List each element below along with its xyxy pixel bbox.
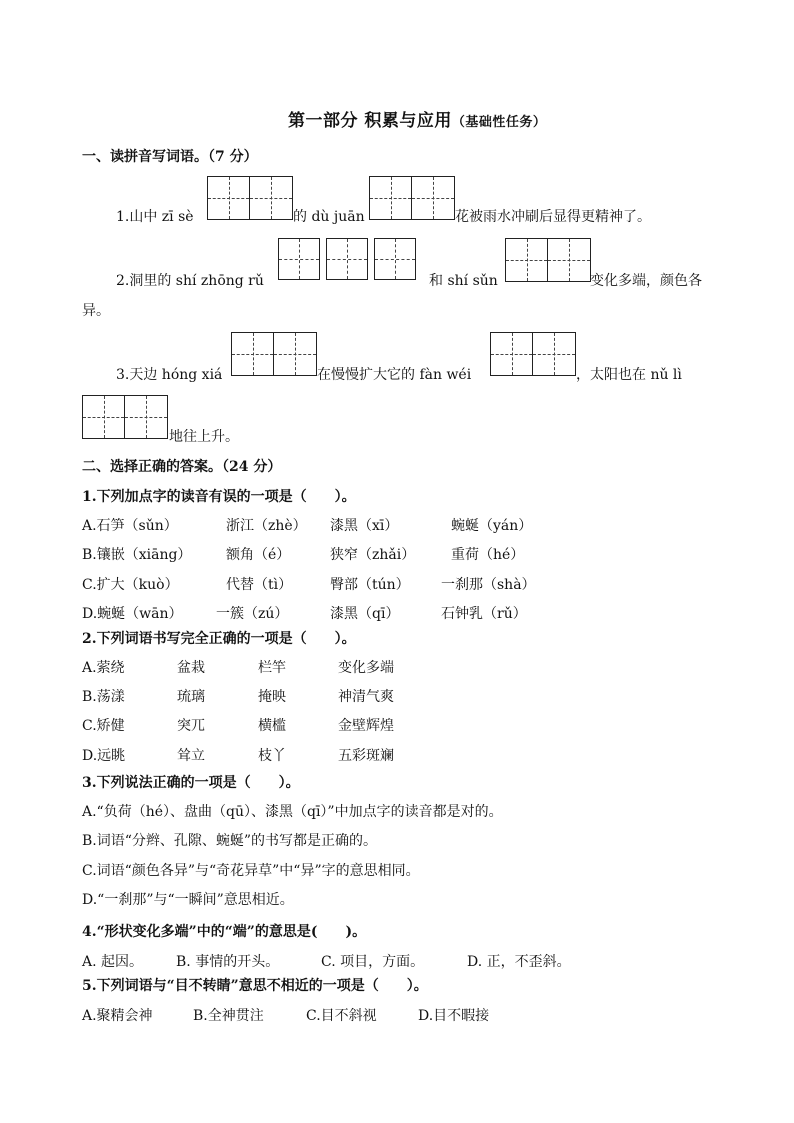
section2-heading: 二、选择正确的答案。（24 分） <box>82 459 282 475</box>
s2-q1-optC-3: 臀部（tún） <box>330 577 410 593</box>
s2-q4-optA: A. 起因。 <box>82 954 144 970</box>
s2-q1-optD-2: 一簇（zú） <box>216 606 289 622</box>
s1-q3-text-c: ，太阳也在 nǔ lì <box>576 367 682 383</box>
s2-q2-optD-3: 枝丫 <box>258 748 286 764</box>
s2-q5-optA: A.聚精会神 <box>82 1008 153 1024</box>
s2-q1-optA-3: 漆黑（xī） <box>330 518 399 534</box>
s2-q4-optB: B. 事情的开头。 <box>176 954 280 970</box>
s2-q1-optA-1: A.石笋（sǔn） <box>82 518 178 534</box>
s1-q2-text-a: 2.洞里的 shí zhōng rǔ <box>116 273 264 289</box>
s2-q1-optC-2: 代替（tì） <box>226 577 293 593</box>
s2-q2-optA-2: 盆栽 <box>177 660 205 676</box>
s2-q1-optB-1: B.镶嵌（xiāng） <box>82 547 192 563</box>
s1-q1-text-c: 花被雨水冲刷后显得更精神了。 <box>455 209 651 225</box>
s2-q2-optC-2: 突兀 <box>177 718 205 734</box>
section1-heading: 一、读拼音写词语。（7 分） <box>82 149 258 165</box>
answer-grid-zise[interactable] <box>207 176 293 220</box>
s2-q1-optA-2: 浙江（zhè） <box>226 518 307 534</box>
s2-q1-optC-4: 一刹那（shà） <box>441 577 536 593</box>
s2-q3-optA: A.“负荷（hé）、盘曲（qū）、漆黑（qī）”中加点字的读音都是对的。 <box>82 804 503 820</box>
s2-q4-optC: C. 项目，方面。 <box>321 954 425 970</box>
answer-grid-dujuan[interactable] <box>369 176 455 220</box>
s2-q1-optB-4: 重荷（hé） <box>451 547 525 563</box>
s2-q2-optC-1: C.矫健 <box>82 718 125 734</box>
s2-q2-optA-3: 栏竿 <box>258 660 286 676</box>
s2-q2-optD-4: 五彩斑斓 <box>338 748 394 764</box>
s2-q3-optC: C.词语“颜色各异”与“奇花异草”中“异”字的意思相同。 <box>82 863 420 879</box>
s2-q1-optD-4: 石钟乳（rǔ） <box>441 606 527 622</box>
s2-q5-optD: D.目不暇接 <box>418 1008 490 1024</box>
s1-q2-text-b: 和 shí sǔn <box>429 273 498 289</box>
s2-q3-optD: D.“一刹那”与“一瞬间”意思相近。 <box>82 892 294 908</box>
s2-q5-optB: B.全神贯注 <box>193 1008 264 1024</box>
page-title <box>288 106 546 131</box>
s2-q2-optA-4: 变化多端 <box>338 660 394 676</box>
s1-q2-text-c: 变化多端，颜色各 <box>590 273 702 289</box>
s2-q2-optD-2: 耸立 <box>177 748 205 764</box>
s2-q4-stem: 4.“形状变化多端”中的“端”的意思是( )。 <box>82 924 367 940</box>
s2-q1-optC-1: C.扩大（kuò） <box>82 577 179 593</box>
s2-q2-optB-2: 琉璃 <box>177 689 205 705</box>
s2-q2-optB-3: 掩映 <box>258 689 286 705</box>
s2-q2-optC-4: 金壁辉煌 <box>338 718 394 734</box>
s1-q2-text-d: 异。 <box>82 303 110 319</box>
s2-q2-optC-3: 横槛 <box>258 718 286 734</box>
s2-q5-stem: 5.下列词语与“目不转睛”意思不相近的一项是（ ）。 <box>82 978 428 994</box>
s1-q1-text-a: 1.山中 zī sè <box>116 209 194 225</box>
answer-grid-shizhongru[interactable] <box>278 238 416 280</box>
s2-q1-optB-2: 额角（é） <box>226 547 291 563</box>
s2-q5-optC: C.目不斜视 <box>306 1008 377 1024</box>
s2-q2-optD-1: D.远眺 <box>82 748 126 764</box>
s1-q3-text-b: 在慢慢扩大它的 fàn wéi <box>317 367 472 383</box>
s2-q2-stem: 2.下列词语书写完全正确的一项是（ ）。 <box>82 631 356 647</box>
s1-q3-text-a: 3.天边 hóng xiá <box>116 367 223 383</box>
s2-q1-optD-1: D.蜿蜒（wān） <box>82 606 183 622</box>
s2-q2-optB-1: B.荡漾 <box>82 689 125 705</box>
s1-q1-text-b: 的 dù juān <box>293 209 365 225</box>
page-title-sub: （基础性任务） <box>451 115 547 130</box>
s2-q3-optB: B.词语“分辫、孔隙、蜿蜒”的书写都是正确的。 <box>82 833 378 849</box>
s2-q4-optD: D. 正，不歪斜。 <box>467 954 571 970</box>
s2-q1-optA-4: 蜿蜒（yán） <box>451 518 533 534</box>
page-title-main: 第一部分 积累与应用 <box>288 111 452 131</box>
s2-q1-stem: 1.下列加点字的读音有误的一项是（ ）。 <box>82 489 356 505</box>
s2-q3-stem: 3.下列说法正确的一项是（ ）。 <box>82 775 300 791</box>
s2-q1-optD-3: 漆黑（qī） <box>330 606 400 622</box>
answer-grid-nuli[interactable] <box>82 395 168 439</box>
s2-q2-optA-1: A.萦绕 <box>82 660 125 676</box>
s2-q2-optB-4: 神清气爽 <box>338 689 394 705</box>
answer-grid-hongxia[interactable] <box>231 332 317 376</box>
answer-grid-fanwei[interactable] <box>490 332 576 376</box>
answer-grid-shisun[interactable] <box>505 238 591 282</box>
s2-q1-optB-3: 狭窄（zhǎi） <box>330 547 416 563</box>
s1-q3-text-d: 地往上升。 <box>169 429 239 445</box>
